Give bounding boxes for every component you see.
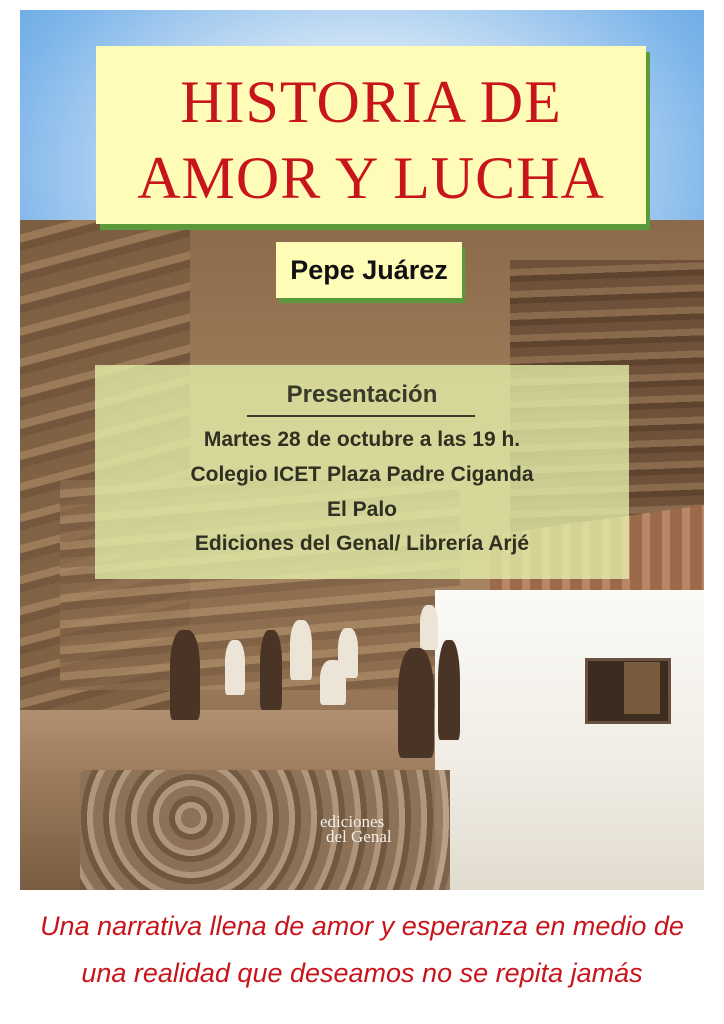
- publisher-logo: ediciones del Genal: [320, 812, 392, 846]
- event-district: El Palo: [326, 498, 398, 521]
- author-box: [276, 242, 462, 298]
- tagline-line-2: una realidad que deseamos no se repita jamás: [81, 958, 643, 988]
- people-group: [170, 600, 460, 760]
- title-box: [96, 46, 646, 224]
- stone-wall-front: [80, 770, 450, 890]
- event-venue: Colegio ICET Plaza Padre Ciganda: [190, 463, 534, 486]
- book-title-line-1: HISTORIA DE: [180, 69, 562, 135]
- presentation-heading: Presentación: [286, 381, 438, 408]
- presentation-info-box: [95, 365, 629, 579]
- heading-underline: [247, 415, 475, 417]
- book-title-line-2: AMOR Y LUCHA: [137, 145, 605, 211]
- white-house: [435, 590, 704, 890]
- event-organizers: Ediciones del Genal/ Librería Arjé: [194, 532, 530, 555]
- event-date: Martes 28 de octubre a las 19 h.: [203, 428, 521, 451]
- window-shutter: [624, 662, 660, 714]
- author-name: Pepe Juárez: [290, 255, 448, 285]
- tagline-line-1: Una narrativa llena de amor y esperanza en medio de: [40, 911, 684, 941]
